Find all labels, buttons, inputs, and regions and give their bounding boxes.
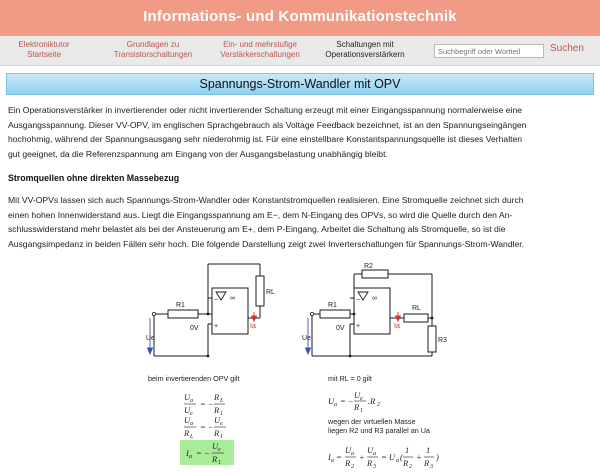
text-line: Ein Operationsverstärker in invertierender oder nicht invertierender Schaltung erzeugt mit einer Eingangsspannung normalerweise eine [8, 105, 522, 115]
svg-text:L: L [220, 398, 224, 404]
text-line: Mit VV-OPVs lassen sich auch Spannungs-Strom-Wandler oder Konstantstromquellen realisieren. Eine Stromquelle zeichnet sich durch [8, 195, 524, 205]
site-title: Informations- und Kommunikationstechnik [143, 8, 457, 25]
svg-text:a: a [331, 458, 334, 464]
formula-left-2 [183, 415, 226, 440]
nav-item-startseite[interactable] [14, 40, 74, 60]
text-line: einen hohen Innenwiderstand aus. Liegt die Eingangsspannung am E−, dem N-Eingang des OPVs, so wird die Quelle durch den An- [8, 209, 513, 220]
svg-text:R: R [212, 454, 218, 464]
svg-text:R: R [424, 458, 430, 468]
page-title-bar [6, 73, 594, 95]
caption-right: mit RL = 0 gilt [328, 374, 372, 383]
svg-text:1: 1 [220, 411, 223, 417]
opamp-minus-label: − [356, 297, 361, 304]
label-ue: Ue [146, 335, 155, 342]
nav-item-line: Schaltungen mit [336, 40, 394, 49]
svg-text:a: a [190, 421, 193, 427]
svg-text:3: 3 [373, 464, 376, 470]
svg-text:a: a [334, 402, 337, 408]
label-rl: RL [412, 305, 421, 312]
opamp-plus-label: + [214, 323, 219, 330]
site-banner [0, 0, 600, 36]
nav-item-line: Transistorschaltungen [113, 50, 193, 59]
svg-text:I: I [186, 448, 189, 458]
svg-text:L: L [190, 434, 194, 440]
svg-text:= −: = − [200, 399, 214, 409]
svg-text:U: U [184, 405, 191, 415]
svg-text:1: 1 [405, 445, 410, 455]
opamp-minus-label: − [214, 297, 219, 304]
svg-text:= −: = − [200, 422, 214, 432]
label-0v: 0V [190, 325, 199, 332]
page-title: Spannungs-Strom-Wandler mit OPV [199, 77, 401, 91]
body-paragraph [8, 193, 594, 251]
svg-text:.R: .R [368, 396, 376, 406]
label-ia: Ia [250, 323, 256, 330]
label-0v: 0V [336, 325, 345, 332]
svg-text:e: e [360, 396, 363, 402]
svg-text:1: 1 [360, 408, 363, 414]
svg-text:U: U [184, 392, 191, 402]
intro-paragraph [8, 103, 594, 161]
svg-text:a: a [396, 458, 399, 464]
svg-text:2: 2 [351, 464, 354, 470]
svg-text:U: U [212, 441, 219, 451]
svg-text:1: 1 [426, 445, 431, 455]
nav-item-line: Ein- und mehrstufige [223, 40, 297, 49]
main-nav [0, 36, 600, 66]
text-line: Ausgangsspannung. Dieser VV-OPV, im englischen Sprachgebrauch als Voltage Feedback bezeichnet, ist an den Spannungseingängen [8, 119, 527, 130]
svg-text:U: U [214, 415, 221, 425]
nav-item-transistorschaltungen[interactable] [106, 40, 200, 60]
label-r2: R2 [364, 263, 373, 270]
caption-left: beim invertierenden OPV gilt [148, 374, 240, 383]
svg-text:a: a [189, 454, 192, 460]
svg-text:(: ( [400, 452, 403, 462]
formula-right-2 [327, 445, 439, 470]
svg-text:= −: = − [340, 396, 354, 406]
opamp-infinity-symbol: ∞ [230, 295, 235, 302]
nav-item-line: Grundlagen zu [126, 40, 180, 49]
svg-text:I: I [328, 452, 331, 462]
svg-text:1: 1 [218, 460, 221, 466]
text-line: hochohmig, während der Spannungsausgang sehr niederohmig ist. Für eine einstellbare Konstantspannungsquelle ist dieses Verhalten [8, 134, 523, 145]
formula-right-1 [328, 390, 380, 414]
section-heading: Stromquellen ohne direkten Massebezug [8, 173, 180, 183]
text-line: schlusswiderstand mehr belastet als bei der Ansteuerung am E+, dem P-Eingang. Arbeitet die Schaltung als Stromquelle, so ist die [8, 224, 506, 235]
search-button[interactable]: Suchen [550, 43, 584, 54]
svg-text:R: R [367, 458, 373, 468]
formula-left-1 [184, 392, 225, 417]
nav-item-verstaerkerschaltungen[interactable] [214, 40, 306, 60]
svg-text:R: R [214, 392, 220, 402]
svg-text:a: a [351, 451, 354, 457]
label-ia: Ia [394, 323, 400, 330]
svg-text:R: R [403, 458, 409, 468]
circuit-diagram [142, 260, 458, 473]
svg-text:R: R [345, 458, 351, 468]
svg-text:2: 2 [409, 464, 412, 470]
svg-text:e: e [190, 411, 193, 417]
svg-text:2: 2 [377, 402, 380, 408]
svg-text:R: R [214, 405, 220, 415]
nav-item-line: Startseite [27, 50, 61, 59]
circuit-figure [142, 260, 458, 473]
svg-text:1: 1 [220, 434, 223, 440]
svg-text:a: a [373, 451, 376, 457]
label-r1: R1 [328, 302, 337, 309]
label-r3: R3 [438, 337, 447, 344]
svg-text:U: U [345, 445, 352, 455]
svg-text:U: U [354, 390, 361, 400]
caption-right-line: wegen der virtuellen Masse [328, 417, 416, 426]
svg-text:a: a [190, 398, 193, 404]
svg-text:+: + [416, 452, 422, 462]
search-input[interactable] [434, 44, 544, 58]
label-r1: R1 [176, 302, 185, 309]
label-ue: Ue [302, 335, 311, 342]
svg-text:= −: = − [196, 448, 210, 458]
svg-text:): ) [436, 452, 439, 462]
svg-text:U: U [367, 445, 374, 455]
svg-text:e: e [220, 421, 223, 427]
nav-item-line: Verstärkerschaltungen [220, 50, 300, 59]
svg-text:e: e [218, 447, 221, 453]
svg-text:U: U [184, 415, 191, 425]
svg-text:+: + [359, 452, 365, 462]
svg-text:R: R [214, 428, 220, 438]
svg-text:R: R [354, 402, 360, 412]
nav-item-line: Elektroniktutor [18, 40, 70, 49]
caption-right-line: liegen R2 und R3 parallel an Ua [328, 426, 430, 435]
text-line: gut geeignet, da die Referenzspannung am Eingang von der Ausgangsbelastung unabhängig bleibt. [8, 148, 388, 159]
opamp-plus-label: + [356, 323, 361, 330]
svg-text:R: R [184, 428, 190, 438]
opamp-infinity-symbol: ∞ [372, 295, 377, 302]
label-rl: RL [266, 289, 275, 296]
svg-text:3: 3 [430, 464, 433, 470]
svg-text:U: U [328, 396, 335, 406]
nav-item-operationsverstaerker[interactable] [318, 40, 412, 60]
nav-item-line: Operationsverstärkern [325, 50, 405, 59]
svg-text:= U: = U [381, 452, 395, 462]
text-line: Ausgangsimpedanz in beiden Fällen sehr hoch. Die folgende Darstellung zeigt zwei Inverterschaltungen für Spannungs-Strom-Wandler. [8, 238, 525, 249]
svg-text:=: = [336, 452, 342, 462]
